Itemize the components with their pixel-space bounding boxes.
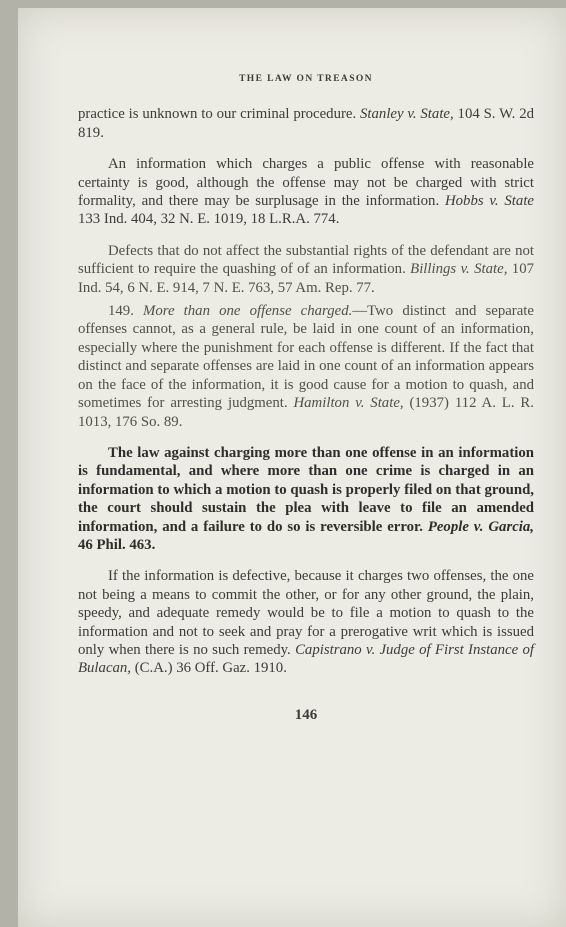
case-citation: Hamilton v. State, bbox=[293, 395, 404, 412]
page-number: 146 bbox=[294, 706, 318, 723]
paragraph-text: If the information is defective, because it charges two offenses, the one not being a means to commit the other, or for any other ground, the plain, speedy, and adequate remedy would be to file a motion to quash to the information and not to seek and pray for a prerogative writ which is issued only when there is no such remedy. bbox=[78, 568, 534, 658]
paragraph-5 bbox=[78, 444, 534, 554]
citation-reference: 107 Ind. 54, 6 N. E. 914, 7 N. E. 763, 57 Am. Rep. 77. bbox=[78, 261, 534, 296]
case-citation: Hobbs v. State bbox=[444, 193, 534, 210]
paragraph-text: Defects that do not affect the substantial rights of the defendant are not sufficient to require the quashing of of an information. bbox=[78, 242, 534, 278]
case-citation: Stanley v. State, bbox=[360, 106, 454, 123]
case-citation: Capistrano v. Judge of First Instance of Bulacan, bbox=[78, 641, 534, 677]
citation-reference: 104 S. W. 2d 819. bbox=[78, 106, 535, 141]
paragraph-text: An information which charges a public offense with reasonable certainty is good, although the offense may not be charged with strict formality, and there may be surplusage in the information. bbox=[78, 156, 534, 210]
case-citation: Billings v. State, bbox=[410, 261, 508, 278]
paragraph-2 bbox=[78, 155, 534, 229]
page-text bbox=[78, 70, 534, 724]
section-heading: More than one offense charged. bbox=[143, 303, 353, 320]
citation-reference: (C.A.) 36 Off. Gaz. 1910. bbox=[131, 660, 287, 677]
paragraph-text: The law against charging more than one offense in an information is fundamental, and where more than one crime is charged in an information to which a motion to quash is properly filed on that ground, the court should sustain the plea with leave to file an amended information, and a failure to do so is reversible error. bbox=[78, 444, 534, 535]
paragraph-text: —Two distinct and separate offenses cannot, as a general rule, be laid in one count of an information, especially where the punishment for each offense is different. If the fact that distinct and separate offenses are laid in one count of an information appears on the face of the information, it is good cause for a motion to quash, and sometimes for arresting judgment. bbox=[78, 303, 534, 412]
case-citation: People v. Garcia, bbox=[427, 518, 534, 535]
paragraph-text: practice is unknown to our criminal procedure. bbox=[78, 106, 361, 123]
paragraph-1 bbox=[78, 105, 534, 142]
book-page bbox=[18, 8, 566, 927]
section-number: 149. bbox=[108, 303, 144, 320]
section-149 bbox=[78, 302, 534, 431]
paragraph-6 bbox=[78, 567, 534, 677]
citation-reference: 46 Phil. 463. bbox=[78, 536, 156, 553]
running-head: THE LAW ON TREASON bbox=[239, 74, 373, 84]
citation-reference: 133 Ind. 404, 32 N. E. 1019, 18 L.R.A. 774. bbox=[78, 211, 340, 228]
citation-reference: (1937) 112 A. L. R. 1013, 176 So. 89. bbox=[78, 395, 534, 430]
paragraph-3 bbox=[78, 242, 534, 297]
